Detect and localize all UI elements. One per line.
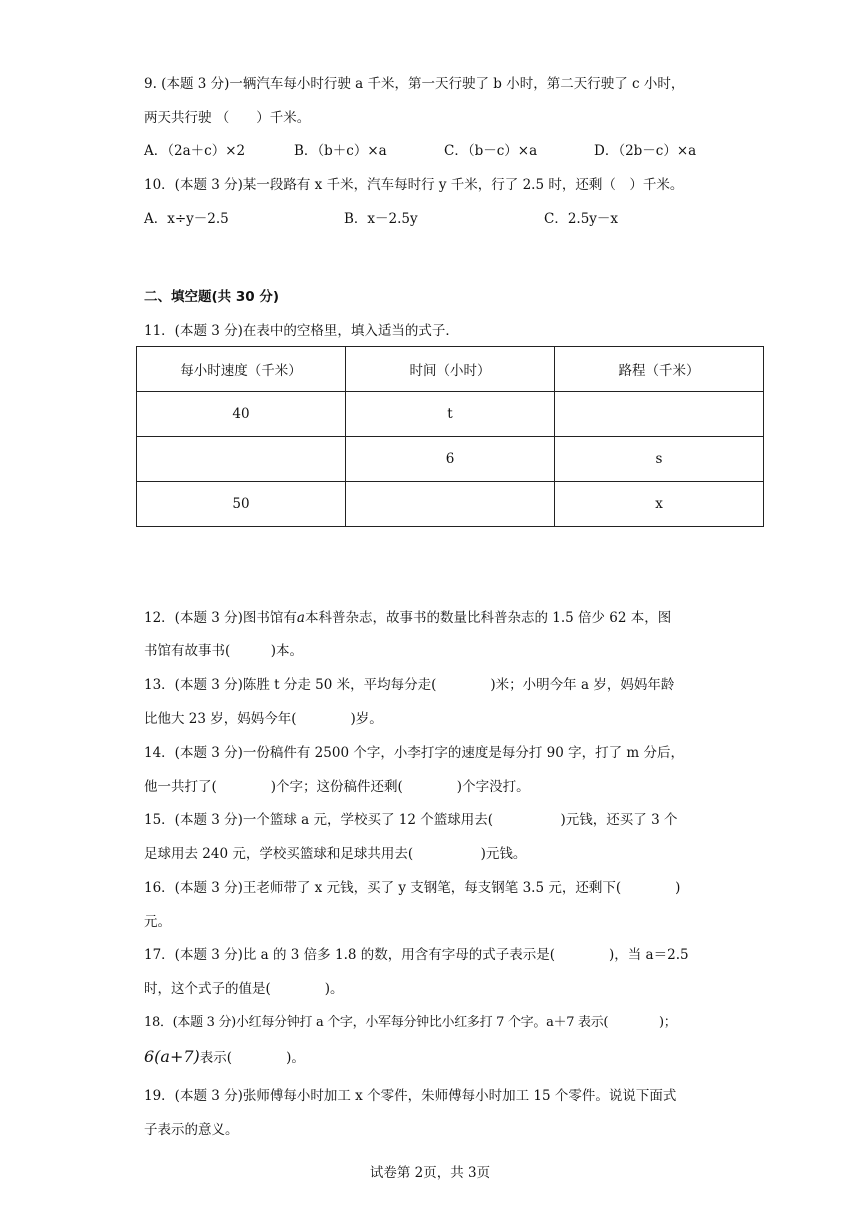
q12-variable: a bbox=[296, 610, 305, 626]
q15-line1: 15．(本题 3 分)一个篮球 a 元，学校买了 12 个篮球用去( )元钱，还买了 3 个 bbox=[144, 812, 678, 828]
table-header: 每小时速度（千米） bbox=[137, 347, 346, 392]
table-cell: 50 bbox=[137, 482, 346, 527]
q9-line2: 两天共行驶 （ ）千米。 bbox=[144, 110, 311, 126]
q12-line1 bbox=[144, 608, 671, 628]
q18-expression: 6(a+7) bbox=[144, 1047, 200, 1066]
table-cell-blank[interactable] bbox=[346, 482, 555, 527]
q13-line1: 13．(本题 3 分)陈胜 t 分走 50 米，平均每分走( )米；小明今年 a 岁，妈妈年龄 bbox=[144, 677, 675, 693]
table-header: 时间（小时） bbox=[346, 347, 555, 392]
q9-option-c: C．（b－c）×a bbox=[444, 143, 538, 159]
table-header-row bbox=[137, 347, 764, 392]
q13-line2: 比他大 23 岁，妈妈今年( )岁。 bbox=[144, 711, 383, 727]
q12-text-a: 12．(本题 3 分)图书馆有 bbox=[144, 610, 297, 626]
q10-option-c: C．2.5y－x bbox=[544, 211, 619, 227]
table-cell-blank[interactable] bbox=[137, 437, 346, 482]
q14-line1: 14．(本题 3 分)一份稿件有 2500 个字，小李打字的速度是每分打 90 字，打了 m 分后， bbox=[144, 745, 684, 761]
q16-line1: 16．(本题 3 分)王老师带了 x 元钱，买了 y 支钢笔，每支钢笔 3.5 元，还剩下( ) bbox=[144, 880, 681, 896]
q15-line2: 足球用去 240 元，学校买篮球和足球共用去( )元钱。 bbox=[144, 846, 527, 862]
page-footer: 试卷第 2页，共 3页 bbox=[369, 1165, 491, 1181]
q11-line1: 11．(本题 3 分)在表中的空格里，填入适当的式子． bbox=[144, 323, 459, 339]
q18-line1: 18．(本题 3 分)小红每分钟打 a 个字，小军每分钟比小红多打 7 个字。a＋7 表示( )； bbox=[144, 1015, 677, 1030]
table-row bbox=[137, 482, 764, 527]
table-cell: s bbox=[555, 437, 764, 482]
q18-line2 bbox=[144, 1047, 305, 1068]
q9-option-a: A．（2a＋c）×2 bbox=[144, 143, 246, 159]
q10-line1: 10．(本题 3 分)某一段路有 x 千米，汽车每时行 y 千米，行了 2.5 时，还剩（ ）千米。 bbox=[144, 177, 684, 193]
q9-line1: 9. (本题 3 分)一辆汽车每小时行驶 a 千米，第一天行驶了 b 小时，第二天行驶了 c 小时， bbox=[144, 76, 685, 92]
q17-line1: 17．(本题 3 分)比 a 的 3 倍多 1.8 的数，用含有字母的式子表示是( )，当 a＝2.5 bbox=[144, 947, 689, 963]
q10-option-a: A．x÷y－2.5 bbox=[144, 211, 229, 227]
q17-line2: 时，这个式子的值是( )。 bbox=[144, 981, 344, 997]
section-title: 二、填空题(共 30 分) bbox=[144, 289, 280, 305]
q10-option-b: B．x－2.5y bbox=[344, 211, 418, 227]
q19-line1: 19．(本题 3 分)张师傅每小时加工 x 个零件，朱师傅每小时加工 15 个零件。说说下面式 bbox=[144, 1088, 677, 1104]
q9-option-b: B．（b＋c）×a bbox=[294, 143, 387, 159]
q12-line2: 书馆有故事书( )本。 bbox=[144, 643, 304, 659]
q14-line2: 他一共打了( )个字；这份稿件还剩( )个字没打。 bbox=[144, 779, 530, 795]
q12-text-b: 本科普杂志，故事书的数量比科普杂志的 1.5 倍少 62 本，图 bbox=[304, 610, 672, 626]
table-cell: t bbox=[346, 392, 555, 437]
q18-text: 表示( )。 bbox=[199, 1050, 305, 1066]
table-cell: 40 bbox=[137, 392, 346, 437]
table-cell-blank[interactable] bbox=[555, 392, 764, 437]
table-cell: x bbox=[555, 482, 764, 527]
table-row bbox=[137, 437, 764, 482]
q16-line2: 元。 bbox=[144, 914, 171, 930]
table-row bbox=[137, 392, 764, 437]
table-header: 路程（千米） bbox=[555, 347, 764, 392]
q19-line2: 子表示的意义。 bbox=[144, 1122, 239, 1138]
table-cell: 6 bbox=[346, 437, 555, 482]
speed-time-distance-table bbox=[136, 346, 764, 527]
q9-option-d: D．（2b－c）×a bbox=[594, 143, 697, 159]
